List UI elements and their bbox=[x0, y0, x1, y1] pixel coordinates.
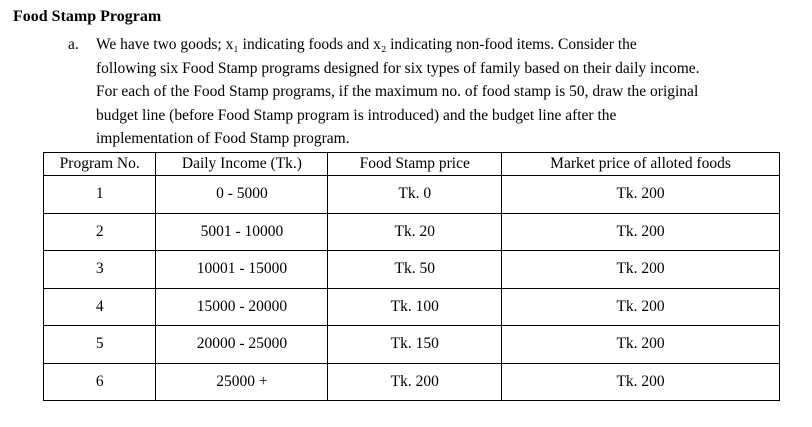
header-program-no: Program No. bbox=[44, 153, 156, 176]
table-row bbox=[44, 326, 780, 364]
question-line: For each of the Food Stamp programs, if the maximum no. of food stamp is 50, draw the original bbox=[96, 83, 699, 100]
cell-program-no: 5 bbox=[44, 326, 156, 364]
header-market-price: Market price of alloted foods bbox=[502, 153, 780, 176]
cell-daily-income: 20000 - 25000 bbox=[156, 326, 328, 364]
question-line: budget line (before Food Stamp program is introduced) and the budget line after the bbox=[96, 106, 617, 124]
cell-market-price: Tk. 200 bbox=[502, 288, 780, 326]
cell-program-no: 4 bbox=[44, 288, 156, 326]
cell-market-price: Tk. 200 bbox=[502, 176, 780, 214]
question-line: implementation of Food Stamp program. bbox=[96, 130, 350, 147]
table-row bbox=[44, 176, 780, 214]
header-daily-income: Daily Income (Tk.) bbox=[156, 153, 328, 176]
cell-food-stamp-price: Tk. 100 bbox=[328, 288, 502, 326]
header-food-stamp-price: Food Stamp price bbox=[328, 153, 502, 176]
list-marker: a. bbox=[68, 36, 79, 53]
cell-market-price: Tk. 200 bbox=[502, 326, 780, 364]
cell-program-no: 6 bbox=[44, 363, 156, 401]
cell-program-no: 2 bbox=[44, 213, 156, 251]
cell-market-price: Tk. 200 bbox=[502, 251, 780, 289]
cell-market-price: Tk. 200 bbox=[502, 213, 780, 251]
cell-daily-income: 5001 - 10000 bbox=[156, 213, 328, 251]
cell-daily-income: 10001 - 15000 bbox=[156, 251, 328, 289]
table-row bbox=[44, 251, 780, 289]
cell-daily-income: 25000 + bbox=[156, 363, 328, 401]
table-row bbox=[44, 363, 780, 401]
table-header-row bbox=[44, 153, 780, 176]
cell-daily-income: 15000 - 20000 bbox=[156, 288, 328, 326]
cell-food-stamp-price: Tk. 200 bbox=[328, 363, 502, 401]
cell-program-no: 3 bbox=[44, 251, 156, 289]
document-heading: Food Stamp Program bbox=[13, 8, 162, 25]
cell-food-stamp-price: Tk. 50 bbox=[328, 251, 502, 289]
question-text bbox=[96, 33, 812, 151]
table-row bbox=[44, 288, 780, 326]
cell-food-stamp-price: Tk. 150 bbox=[328, 326, 502, 364]
cell-market-price: Tk. 200 bbox=[502, 363, 780, 401]
cell-program-no: 1 bbox=[44, 176, 156, 214]
cell-daily-income: 0 - 5000 bbox=[156, 176, 328, 214]
food-stamp-table bbox=[43, 152, 780, 401]
cell-food-stamp-price: Tk. 0 bbox=[328, 176, 502, 214]
question-line: We have two goods; x₁ indicating foods and x₂ indicating non-food items. Consider the bbox=[96, 36, 637, 53]
table-row bbox=[44, 213, 780, 251]
cell-food-stamp-price: Tk. 20 bbox=[328, 213, 502, 251]
question-line: following six Food Stamp programs designed for six types of family based on their daily income. bbox=[96, 59, 700, 77]
